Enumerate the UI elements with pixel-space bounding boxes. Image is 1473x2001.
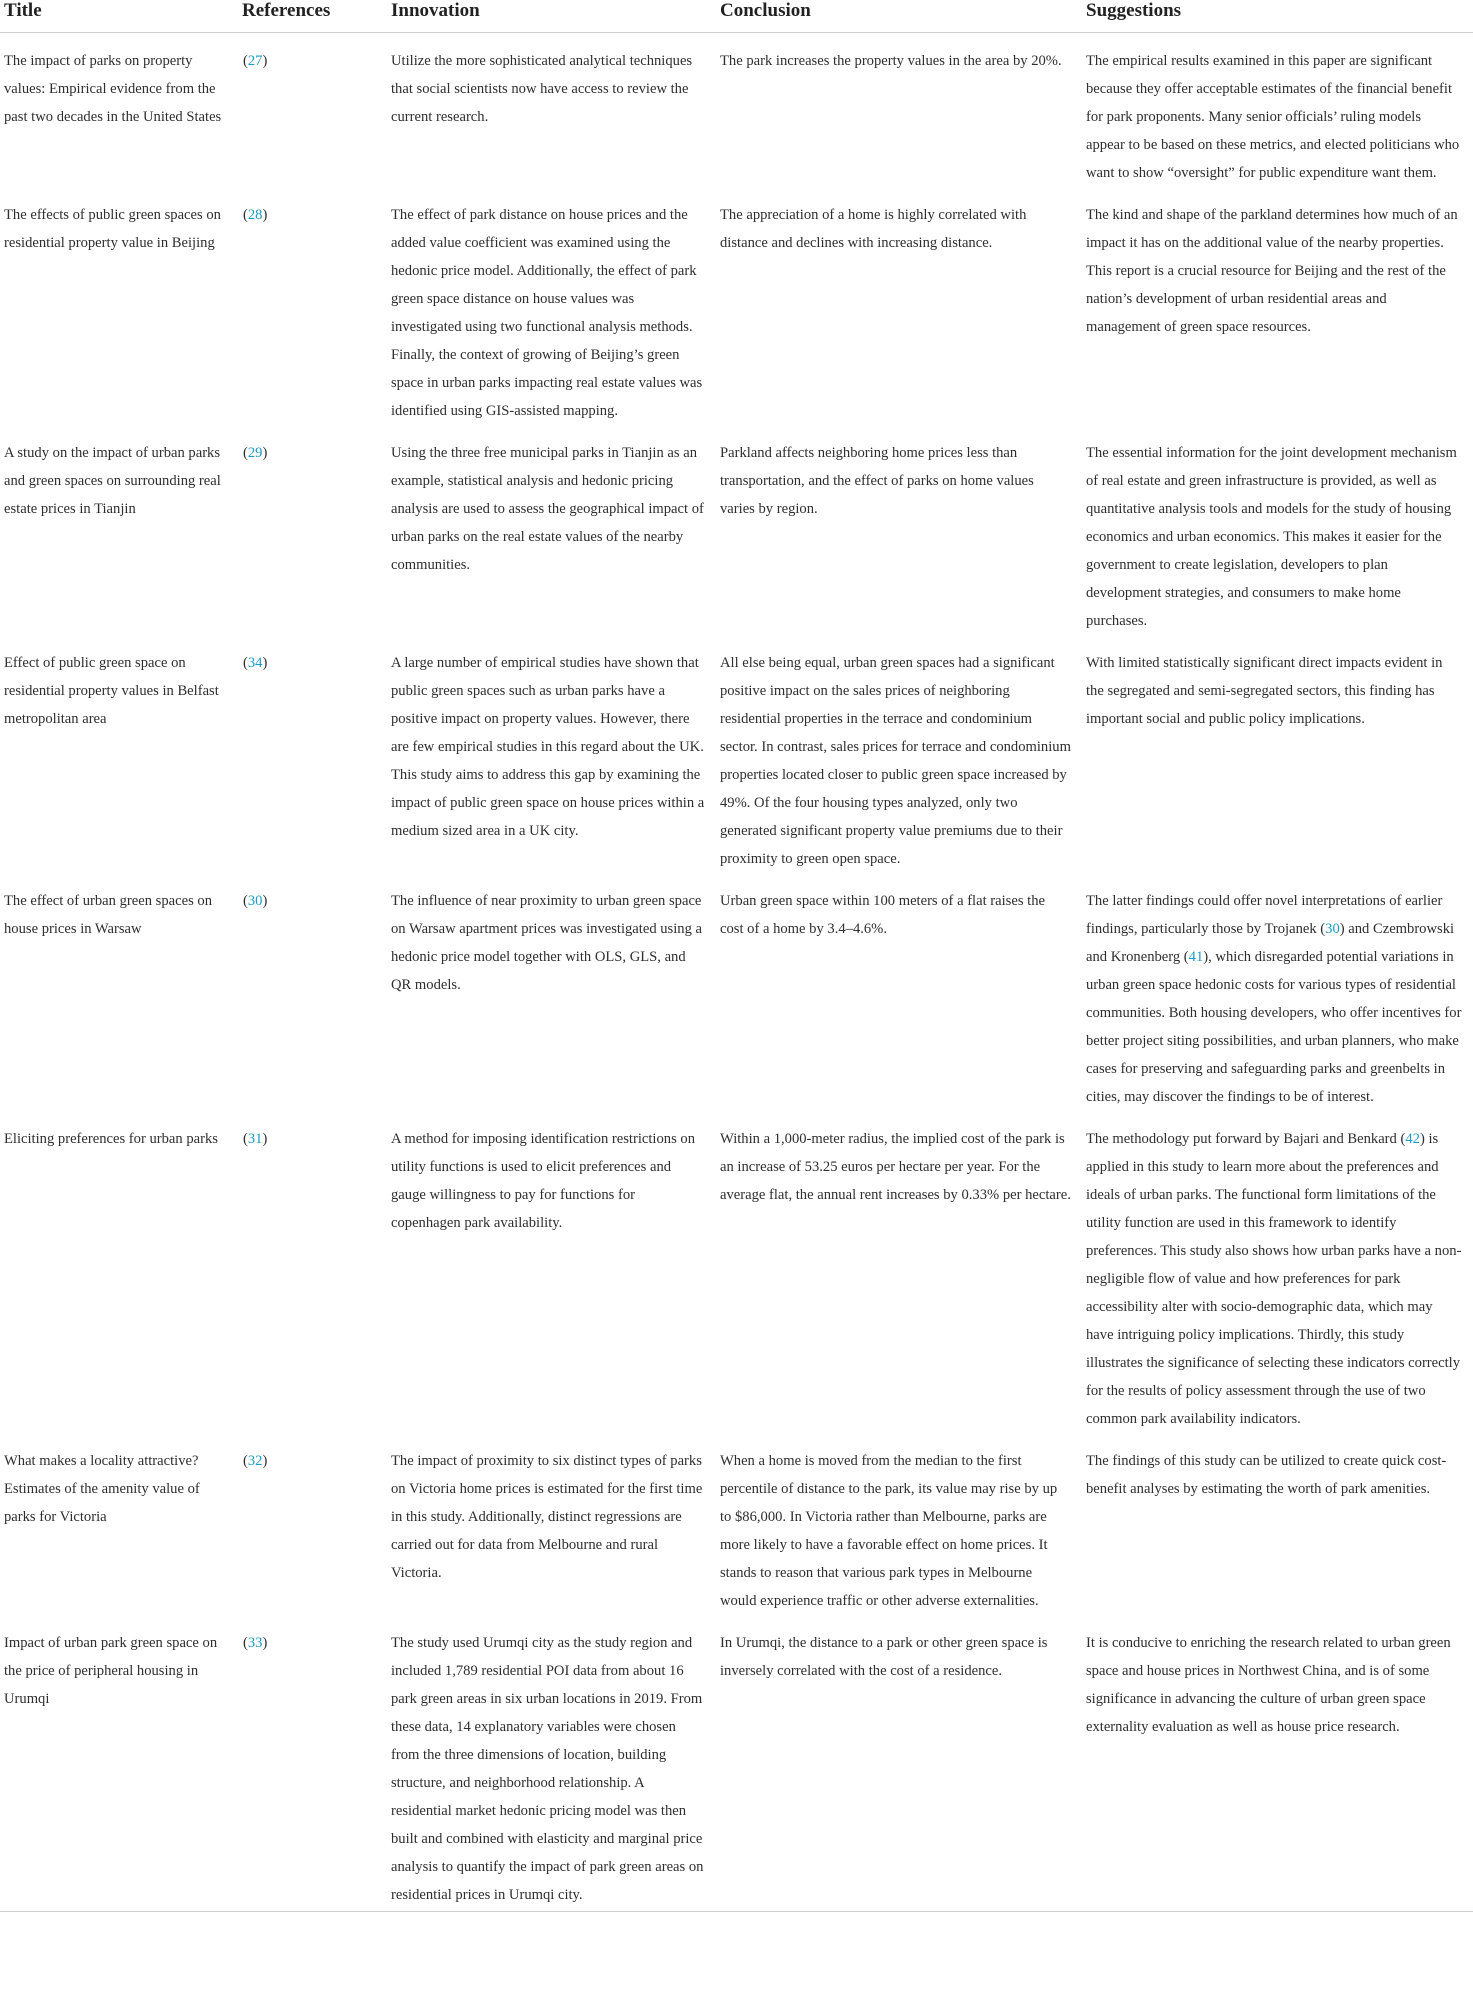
inline-citation-link[interactable]: 30	[1325, 921, 1340, 937]
reference-link[interactable]: 28	[247, 207, 263, 223]
table-row	[0, 187, 1473, 425]
reference-link[interactable]: 31	[247, 1131, 263, 1147]
row-reference: (33)	[238, 1615, 387, 1912]
row-conclusion: All else being equal, urban green spaces had a significant positive impact on the sales prices of neighboring residential properties in the terrace and condominium sector. In contrast, sales prices for terrace and condominium properties located closer to public green space increased by 49%. Of the four housing types analyzed, only two generated significant property value premiums due to their proximity to green open space.	[720, 655, 1071, 867]
header-suggestions: Suggestions	[1082, 0, 1473, 33]
row-conclusion: The park increases the property values in the area by 20%.	[720, 53, 1062, 69]
row-suggestions: The empirical results examined in this paper are significant because they offer acceptable estimates of the financial benefit for park proponents. Many senior officials’ ruling models appear to be based on these metrics, and elected politicians who want to show “oversight” for public expenditure want them.	[1086, 53, 1460, 181]
header-title: Title	[0, 0, 238, 33]
row-suggestions: It is conducive to enriching the research related to urban green space and house prices in Northwest China, and is of some significance in advancing the culture of urban green space externality evaluation as well as house price research.	[1082, 1615, 1473, 1912]
row-suggestions	[1082, 873, 1473, 1111]
row-title: The effects of public green spaces on residential property value in Beijing	[4, 207, 221, 251]
table-row	[0, 33, 1473, 188]
row-conclusion: When a home is moved from the median to the first percentile of distance to the park, its value may rise by up to $86,000. In Victoria rather than Melbourne, parks are more likely to have a favorable effect on home prices. It stands to reason that various park types in Melbourne would experience traffic or other adverse externalities.	[720, 1453, 1058, 1609]
row-title: Eliciting preferences for urban parks	[4, 1131, 218, 1147]
table-row	[0, 1615, 1473, 1912]
reference-link[interactable]: 33	[247, 1635, 263, 1651]
suggestions-text: The methodology put forward by Bajari and Benkard (	[1086, 1131, 1406, 1147]
inline-citation-link[interactable]: 42	[1405, 1131, 1420, 1147]
reference-link[interactable]: 29	[247, 445, 263, 461]
table-row	[0, 1111, 1473, 1433]
row-innovation: Utilize the more sophisticated analytical techniques that social scientists now have access to review the current research.	[391, 53, 693, 125]
suggestions-text: ) is applied in this study to learn more about the preferences and ideals of urban parks. The functional form limitations of the utility function are used in this framework to identify preferences. This study also shows how urban parks have a non-negligible flow of value and how preferences for park accessibility alter with socio-demographic data, which may have intriguing policy implications. Thirdly, this study illustrates the significance of selecting these indicators correctly for the results of policy assessment through the use of two common park availability indicators.	[1086, 1131, 1462, 1427]
row-innovation: A large number of empirical studies have shown that public green spaces such as urban parks have a positive impact on property values. However, there are few empirical studies in this regard about the UK. This study aims to address this gap by examining the impact of public green space on house prices within a medium sized area in a UK city.	[391, 655, 705, 839]
row-innovation: A method for imposing identification restrictions on utility functions is used to elicit preferences and gauge willingness to pay for functions for copenhagen park availability.	[391, 1131, 695, 1231]
header-row	[0, 0, 1473, 33]
header-conclusion: Conclusion	[716, 0, 1082, 33]
row-suggestions: The kind and shape of the parkland determines how much of an impact it has on the additional value of the nearby properties. This report is a crucial resource for Beijing and the rest of the nation’s development of urban residential areas and management of green space resources.	[1086, 207, 1458, 335]
suggestions-text: ) and Czembrowski and Kronenberg (	[1086, 921, 1455, 965]
inline-citation-link[interactable]: 41	[1188, 949, 1204, 965]
table-row	[0, 1433, 1473, 1615]
header-innovation: Innovation	[387, 0, 716, 33]
row-reference: (27)	[243, 53, 268, 69]
row-conclusion: Urban green space within 100 meters of a flat raises the cost of a home by 3.4–4.6%.	[720, 893, 1045, 937]
row-title: The effect of urban green spaces on house prices in Warsaw	[4, 893, 212, 937]
row-innovation: The effect of park distance on house prices and the added value coefficient was examined using the hedonic price model. Additionally, the effect of park green space distance on house values was investigated using two functional analysis methods. Finally, the context of growing of Beijing’s green space in urban parks impacting real estate values was identified using GIS-assisted mapping.	[391, 207, 703, 419]
row-title: A study on the impact of urban parks and green spaces on surrounding real estate prices in Tianjin	[4, 445, 221, 517]
table-row	[0, 635, 1473, 873]
reference-link[interactable]: 32	[247, 1453, 263, 1469]
row-reference: (30)	[243, 893, 268, 909]
header-references: References	[238, 0, 387, 33]
row-innovation: The influence of near proximity to urban green space on Warsaw apartment prices was investigated using a hedonic price model together with OLS, GLS, and QR models.	[391, 893, 703, 993]
row-suggestions: The findings of this study can be utilized to create quick cost-benefit analyses by estimating the worth of park amenities.	[1086, 1453, 1447, 1497]
row-suggestions	[1082, 1111, 1473, 1433]
table-row	[0, 425, 1473, 635]
row-innovation: The study used Urumqi city as the study region and included 1,789 residential POI data from about 16 park green areas in six urban locations in 2019. From these data, 14 explanatory variables were chosen from the three dimensions of location, building structure, and neighborhood relationship. A residential market hedonic pricing model was then built and combined with elasticity and marginal price analysis to quantify the impact of park green areas on residential prices in Urumqi city.	[387, 1615, 716, 1912]
row-conclusion: Parkland affects neighboring home prices less than transportation, and the effect of parks on home values varies by region.	[720, 445, 1034, 517]
row-title: The impact of parks on property values: Empirical evidence from the past two decades in the United States	[4, 53, 222, 125]
row-conclusion: In Urumqi, the distance to a park or other green space is inversely correlated with the cost of a residence.	[716, 1615, 1082, 1912]
row-title: Effect of public green space on residential property values in Belfast metropolitan area	[4, 655, 219, 727]
row-reference: (29)	[243, 445, 268, 461]
row-reference: (32)	[243, 1453, 268, 1469]
reference-link[interactable]: 34	[247, 655, 263, 671]
suggestions-text: The latter findings could offer novel interpretations of earlier findings, particularly those by Trojanek (	[1086, 893, 1443, 937]
row-conclusion: The appreciation of a home is highly correlated with distance and declines with increasing distance.	[720, 207, 1027, 251]
row-reference: (28)	[243, 207, 268, 223]
row-innovation: The impact of proximity to six distinct types of parks on Victoria home prices is estimated for the first time in this study. Additionally, distinct regressions are carried out for data from Melbourne and rural Victoria.	[391, 1453, 703, 1581]
row-title: What makes a locality attractive? Estimates of the amenity value of parks for Victoria	[4, 1453, 200, 1525]
row-innovation: Using the three free municipal parks in Tianjin as an example, statistical analysis and hedonic pricing analysis are used to assess the geographical impact of urban parks on the real estate values of the nearby communities.	[391, 445, 704, 573]
reference-link[interactable]: 27	[247, 53, 263, 69]
row-suggestions: With limited statistically significant direct impacts evident in the segregated and semi-segregated sectors, this finding has important social and public policy implications.	[1086, 655, 1443, 727]
table-row	[0, 873, 1473, 1111]
row-title: Impact of urban park green space on the price of peripheral housing in Urumqi	[0, 1615, 238, 1912]
row-suggestions: The essential information for the joint development mechanism of real estate and green infrastructure is provided, as well as quantitative analysis tools and models for the study of housing economics and urban economics. This makes it easier for the government to create legislation, developers to plan development strategies, and consumers to make home purchases.	[1086, 445, 1457, 629]
row-reference: (34)	[243, 655, 268, 671]
row-reference: (31)	[243, 1131, 268, 1147]
reference-link[interactable]: 30	[247, 893, 263, 909]
row-conclusion: Within a 1,000-meter radius, the implied cost of the park is an increase of 53.25 euros per hectare per year. For the average flat, the annual rent increases by 0.33% per hectare.	[720, 1131, 1071, 1203]
suggestions-text: ), which disregarded potential variations in urban green space hedonic costs for various types of residential communities. Both housing developers, who offer incentives for better project siting possibilities, and urban planners, who make cases for preserving and safeguarding parks and greenbelts in cities, may discover the findings to be of interest.	[1086, 949, 1462, 1105]
